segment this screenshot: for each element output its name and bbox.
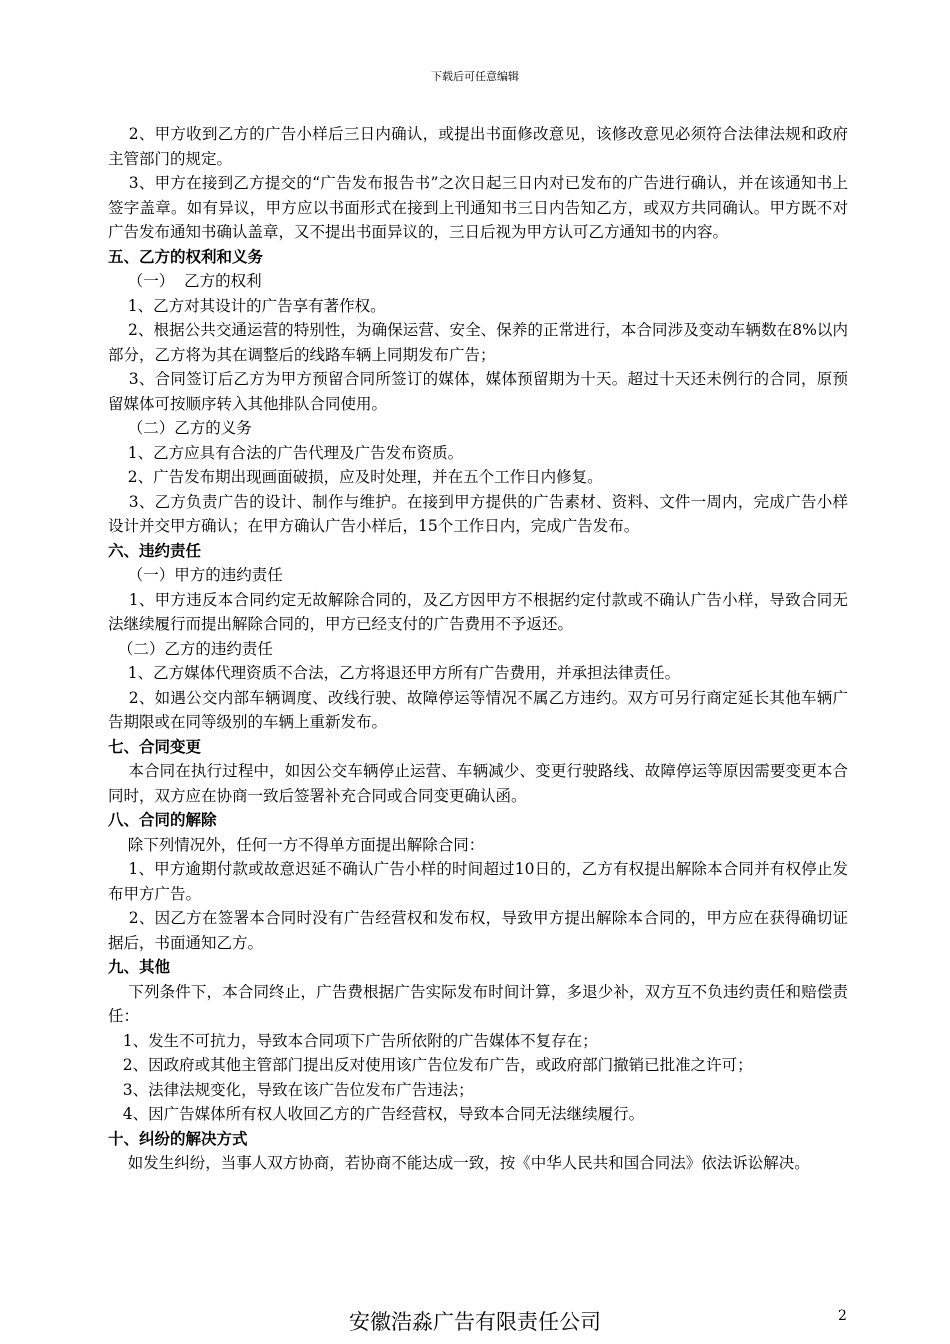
document-body [108, 122, 848, 1176]
paragraph: 3、甲方在接到乙方提交的“广告发布报告书”之次日起三日内对已发布的广告进行确认，并在该通知书上签字盖章。如有异议，甲方应以书面形式在接到上刊通知书三日内告知乙方，或双方共同确认。甲方既不对广告发布通知书确认盖章，又不提出书面异议的，三日后视为甲方认可乙方通知书的内容。 [108, 174, 848, 241]
section-heading: 八、合同的解除 [108, 811, 217, 829]
paragraph: 1、乙方对其设计的广告享有著作权。 [108, 296, 386, 315]
paragraph: 2、因乙方在签署本合同时没有广告经营权和发布权，导致甲方提出解除本合同的，甲方应在获得确切证据后，书面通知乙方。 [108, 909, 848, 952]
paragraph: （二）乙方的义务 [108, 419, 252, 437]
paragraph: 1、甲方逾期付款或故意迟延不确认广告小样的时间超过10日的，乙方有权提出解除本合同并有权停止发布甲方广告。 [108, 860, 848, 903]
paragraph: 1、乙方应具有合法的广告代理及广告发布资质。 [108, 443, 464, 462]
paragraph: 3、乙方负责广告的设计、制作与维护。在接到甲方提供的广告素材、资料、文件一周内，完成广告小样设计并交甲方确认；在甲方确认广告小样后，15个工作日内，完成广告发布。 [108, 492, 848, 535]
section-heading: 七、合同变更 [108, 737, 202, 756]
paragraph: 2、因政府或其他主管部门提出反对使用该广告位发布广告，或政府部门撤销已批准之许可； [108, 1056, 753, 1074]
paragraph: 2、根据公共交通运营的特别性，为确保运营、安全、保养的正常进行，本合同涉及变动车辆数在8%以内部分，乙方将为其在调整后的线路车辆上同期发布广告； [108, 321, 848, 364]
paragraph: 1、发生不可抗力，导致本合同项下广告所依附的广告媒体不复存在； [108, 1031, 598, 1050]
paragraph: 除下列情况外，任何一方不得单方面提出解除合同： [108, 835, 485, 854]
paragraph: 下列条件下，本合同终止，广告费根据广告实际发布时间计算，多退少补，双方互不负违约责任和赔偿责任： [108, 982, 848, 1025]
paragraph: （一）甲方的违约责任 [108, 566, 283, 584]
section-heading: 五、乙方的权利和义务 [108, 247, 264, 266]
paragraph: （二）乙方的违约责任 [108, 639, 273, 658]
paragraph: 2、甲方收到乙方的广告小样后三日内确认，或提出书面修改意见，该修改意见必须符合法律法规和政府主管部门的规定。 [108, 125, 848, 168]
paragraph: 1、乙方媒体代理资质不合法，乙方将退还甲方所有广告费用，并承担法律责任。 [108, 664, 681, 682]
paragraph: 3、合同签订后乙方为甲方预留合同所签订的媒体，媒体预留期为十天。超过十天还未例行的合同，原预留媒体可按顺序转入其他排队合同使用。 [108, 370, 848, 413]
paragraph: 1、甲方违反本合同约定无故解除合同的，及乙方因甲方不根据约定付款或不确认广告小样，导致合同无法继续履行而提出解除合同的，甲方已经支付的广告费用不予返还。 [108, 590, 848, 633]
page-number: 2 [838, 1308, 847, 1324]
paragraph: 3、法律法规变化，导致在该广告位发布广告违法； [108, 1080, 474, 1099]
page-header: 下载后可任意编辑 [431, 70, 519, 83]
section-heading: 十、纠纷的解决方式 [108, 1129, 248, 1148]
paragraph: （一） 乙方的权利 [108, 272, 262, 290]
section-heading: 九、其他 [108, 958, 171, 976]
paragraph: 本合同在执行过程中，如因公交车辆停止运营、车辆减少、变更行驶路线、故障停运等原因需要变更本合同时，双方应在协商一致后签署补充合同或合同变更确认函。 [108, 762, 848, 805]
paragraph: 2、广告发布期出现画面破损，应及时处理，并在五个工作日内修复。 [108, 468, 603, 486]
paragraph: 2、如遇公交内部车辆调度、改线行驶、故障停运等情况不属乙方违约。双方可另行商定延长其他车辆广告期限或在同等级别的车辆上重新发布。 [108, 688, 848, 731]
paragraph: 如发生纠纷，当事人双方协商，若协商不能达成一致，按《中华人民共和国合同法》依法诉讼解决。 [108, 1154, 810, 1172]
paragraph: 4、因广告媒体所有权人收回乙方的广告经营权，导致本合同无法继续履行。 [108, 1105, 645, 1123]
section-heading: 六、违约责任 [108, 541, 202, 560]
company-footer: 安徽浩淼广告有限责任公司 [349, 1310, 601, 1334]
